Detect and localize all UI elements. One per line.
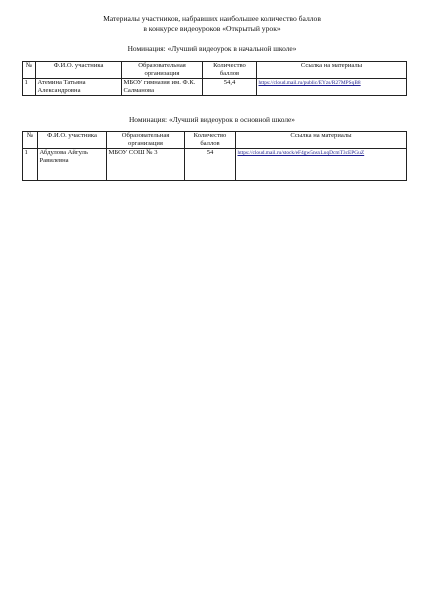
title-line-1: Материалы участников, набравших наибольшее количество баллов bbox=[103, 14, 321, 23]
cell-score: 54 bbox=[185, 149, 236, 181]
header-link: Ссылка на материалы bbox=[236, 132, 407, 149]
cell-score: 54,4 bbox=[203, 79, 257, 96]
header-org: Образовательная организация bbox=[107, 132, 185, 149]
header-org: Образовательная организация bbox=[122, 62, 203, 79]
header-link: Ссылка на материалы bbox=[257, 62, 407, 79]
header-name: Ф.И.О. участника bbox=[36, 62, 122, 79]
table-header-row bbox=[23, 62, 407, 79]
results-table-primary bbox=[22, 61, 407, 96]
document-title bbox=[0, 14, 424, 33]
materials-link[interactable]: https://cloud.mail.ru/public/EYzs/R27MPSqB8 bbox=[258, 80, 361, 86]
nomination-2-title: Номинация: «Лучший видеоурок в основной школе» bbox=[128, 115, 296, 124]
cell-name: Атемина Татьяна Александровна bbox=[36, 79, 122, 96]
cell-link bbox=[236, 149, 407, 181]
header-num: № bbox=[23, 132, 38, 149]
title-line-2: в конкурсе видеоуроков «Открытый урок» bbox=[143, 23, 281, 33]
cell-link bbox=[257, 79, 407, 96]
table-row bbox=[23, 149, 407, 181]
header-score: Количество баллов bbox=[185, 132, 236, 149]
cell-num: 1 bbox=[23, 79, 36, 96]
table-row bbox=[23, 79, 407, 96]
header-score: Количество баллов bbox=[203, 62, 257, 79]
nomination-1-title: Номинация: «Лучший видеоурок в начальной школе» bbox=[127, 44, 297, 53]
cell-org: МБОУ СОШ № 3 bbox=[107, 149, 185, 181]
table-header-row bbox=[23, 132, 407, 149]
header-name: Ф.И.О. участника bbox=[38, 132, 107, 149]
cell-name: Абдулова Айгуль Равилевна bbox=[38, 149, 107, 181]
cell-org: МБОУ гимназия им. Ф.К. Салманова bbox=[122, 79, 203, 96]
header-num: № bbox=[23, 62, 36, 79]
cell-num: 1 bbox=[23, 149, 38, 181]
results-table-basic bbox=[22, 131, 407, 181]
materials-link[interactable]: https://cloud.mail.ru/stock/eF4gw5nsxLuqDcmT3cEPGuZ bbox=[237, 150, 365, 156]
